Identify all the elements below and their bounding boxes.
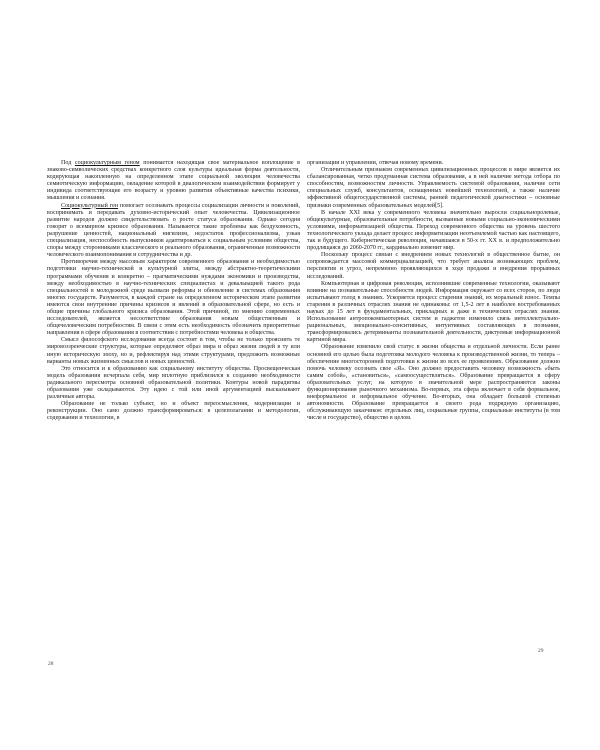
term-sociocultural-genome: социокультурным геном bbox=[74, 160, 140, 166]
paragraph-education-status: Образование изменило свой статус в жизни общества и отдельной личности. Если ранее основной его целью была подготовка молодого человека к производственной жизни, то теперь – обеспечение многосторонней подготовки к жизни во всех ее проявлениях. Образование должно помочь человеку осознать свое «Я». Оно должно предоставить человеку возможность «быть самим собой», «становиться», «самоосуществляться». Образование превращается в сферу образовательных услуг, на которую в значительной мере распространяются законы функционирования рыночного механизма. Во-первых, эта сфера включает в себя формальное, внеформальное и неформальное обучение. Во-вторых, она обладает большой степенью автономности. Образование превращается в своего рода подрядную организацию, обслуживающую заказчиков: отдельных лиц, социальные группы, социальные институты (в том числе и государство), общество в целом. bbox=[307, 344, 560, 422]
paragraph-social-gene-role bbox=[47, 203, 300, 260]
paragraph-philosophy: Смысл философского исследования всегда состоит в том, чтобы не только прояснить те мировоззренческие структуры, которые определяют образ мира и образ жизни людей в ту или иную историческую эпоху, но и, рефлектируя над этими структурами, предложить возможные варианты новых жизненных смыслов и новых ценностей. bbox=[47, 337, 300, 365]
page-number-left: 28 bbox=[48, 661, 54, 667]
paragraph-body: помогает осознавать процессы социализации личности и поколений, воспринимать и передавать духовно-исторический опыт человечества. Цивилизационное развитие народов должно свидетельствовать о росте статуса образования. Однако сегодня говорят о всемирном кризисе образования. Называются такие проблемы как бездуховность, разрушение ценностей, национальный нигилизм, недостаток профессионализма, узкая специализация, неспособность выпускников адаптироваться к социальным условиям общества, споры между сторонниками классического и реального образования, ограниченные возможности человеческого взаимопонимания и сотрудничества и др. bbox=[47, 202, 301, 259]
paragraph-commercialization: Поскольку процесс связан с внедрением новых технологий в общественное бытие, он сопровождается массовой коммерциализацией, что требует анализа возникающих проблем, перспектив и угроз, непременно проявляющихся в ходе продажи и внедрения прорывных исследований. bbox=[307, 252, 560, 280]
paragraph-contradictions: Противоречия между массовым характером современного образования и необходимостью подготовки научно-технической и культурной элиты, между абстрактно-теоретическими программами обучения и конкретно – прагматическими нуждами экономики и производства, между необходимостью в научно-технических специалистах и девальвацией такого рода специальностей в молодежной среде вызвали реформы и обновление в системах образования многих государств. Разумеется, в каждой стране на определенном историческом этапе развития имеются свои внутренние причины кризисов и явлений в образовательной сфере, но есть и общие причины глобального кризиса образования. Этой причиной, по мнению современных исследователей, является несоответствие образования новым общественным и общечеловеческим потребностям. В связи с этим есть необходимость обозначить приоритетные направления в сфере образования в соответствии с потребностями человека и общества. bbox=[47, 259, 300, 337]
paragraph-continuation: организации и управлении, отвечая новому времени. bbox=[307, 160, 444, 166]
paragraph-xxi-century: В начале XXI века у современного человека значительно выросли социальноролевые, общекультурные, образовательные потребности, вызванные новыми социально-экономическими условиями, информатизацией общества. Переход современного общества на уровень шестого технологического уклада делает процесс информатизации неотъемлемой частью как настоящего, так и будущего. Кибернетическая революция, начавшаяся в 50-х гг. XX в. и предположительно продлящаяся до 2060-2070 гг., кардинально изменит мир. bbox=[307, 209, 560, 252]
term-sociocultural-gene: Социокультурный ген bbox=[61, 202, 119, 209]
paragraph-transformation: Образование не только субъект, но и объект переосмысления, модернизации и реконструкции. Оно само должно трансформироваться: в целеполагании и методологии, содержании и технологии, в bbox=[47, 401, 300, 422]
paragraph-social-gene-definition bbox=[47, 160, 300, 203]
paragraph-digital-revolution: Компьютерная и цифровая революция, исполнившие современные технологии, оказывают влияние на познавательные способности людей. Информация окружает со всех сторон, по люди испытывают голод в знаниях. Ускоряется процесс старения знаний, их моральный износ. Темпы старения в различных отраслях знания не одинаковы: от 1,5-2 лет в наиболее востребованных науках до 15 лет в фундаментальных, прикладных и даже в технических отраслях знания. Использование антропокомпьютерных систем и гаджетов изменило связь интеллектуально-рациональных, эмоционально-сенситивных, интуитивных составляющих в познании, трансформировались детерминанты познавательной деятельности, диктуемые информационной картиной мира. bbox=[307, 280, 560, 344]
right-page bbox=[307, 160, 560, 422]
paragraph-body: понимается находящая свое материальное воплощение в знаково-символических средствах конкретного слоя культуры идеальная форма деятельности, кодирующая накопленную на определенном этапе социальной эволюции человечества семиотическую информацию, овладение которой в диалогическом взаимодействии формирует у индивида соответствующие его возрасту и уровню развития объективные качества психики, мышления и сознания. bbox=[47, 160, 300, 202]
paragraph-civilization: Отличительным признаком современных цивилизационных процессов в мире является их сбалансированная, четко продуманная система образования, а в ней наличие метода отбора по способностям, возможностям личности. Управляемость системой образования, наличие сети специальных служб, консультантов, оснащенных новейшей технологией, а также наличие эффективной общегосударственной системы, ранней педагогической диагностики – основные признаки современных образовательных моделей[5]. bbox=[307, 167, 560, 209]
page-number-right: 29 bbox=[538, 648, 544, 654]
paragraph-new-paradigm: Это относится и к образованию как социальному институту общества. Просвещенческая модель образования исчерпала себя, мир вплотную приблизился к созданию необходимости радикального пересмотра основной образовательной политики. Контуры новой парадигмы образования уже складываются. Эту идею с той или иной аргументацией высказывают различные авторы. bbox=[47, 365, 300, 401]
left-page bbox=[47, 160, 300, 422]
paragraph-prefix: Под bbox=[61, 160, 75, 166]
